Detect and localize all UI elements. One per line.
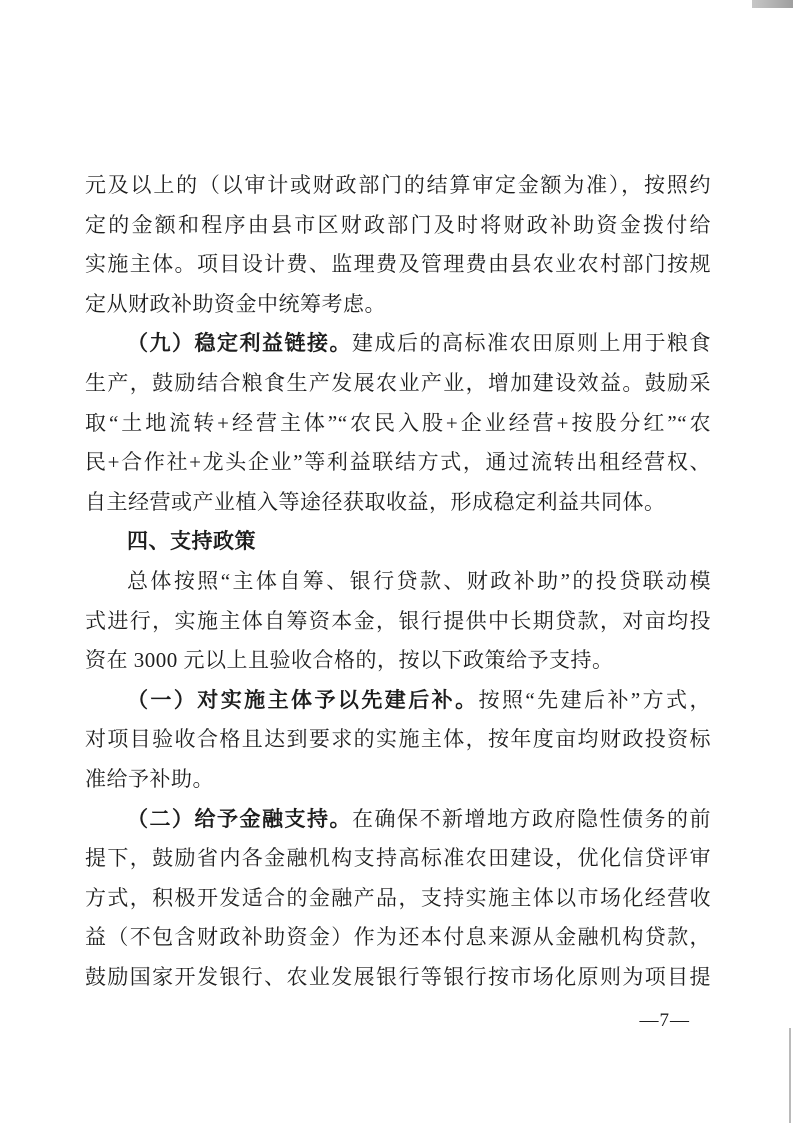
text-segment: 元及以上的（以审计或财政部门的结算审定金额为准），按照约 xyxy=(85,173,711,197)
text-segment: 式进行，实施主体自筹资本金，银行提供中长期贷款，对亩均投 xyxy=(85,608,711,633)
text-segment-bold: 四、支持政策 xyxy=(127,529,256,554)
text-segment: 建成后的高标准农田原则上用于粮食 xyxy=(352,331,711,356)
text-segment: 自主经营或产业植入等途径获取收益，形成稳定利益共同体。 xyxy=(85,489,666,514)
text-segment: 民+合作社+龙头企业”等利益联结方式，通过流转出租经营权、 xyxy=(85,450,711,475)
document-body xyxy=(85,166,711,997)
text-segment-bold: （九）稳定利益链接。 xyxy=(127,331,352,356)
scan-artifact-top-right xyxy=(752,0,793,8)
text-line xyxy=(85,404,711,444)
text-line xyxy=(85,483,711,523)
text-line xyxy=(85,918,711,958)
text-line xyxy=(85,245,711,285)
text-line xyxy=(85,800,711,840)
text-segment-bold: （二）给予金融支持。 xyxy=(127,806,352,831)
footer-page-number: —7— xyxy=(639,1010,690,1031)
text-line xyxy=(85,958,711,998)
text-segment: 提下，鼓励省内各金融机构支持高标准农田建设，优化信贷评审 xyxy=(85,846,711,871)
text-line xyxy=(85,324,711,364)
text-line xyxy=(85,760,711,800)
text-segment: 按照“先建后补”方式， xyxy=(478,687,711,712)
text-line xyxy=(85,522,711,562)
text-segment: 生产，鼓励结合粮食生产发展农业产业，增加建设效益。鼓励采 xyxy=(85,370,711,395)
text-segment: 对项目验收合格且达到要求的实施主体，按年度亩均财政投资标 xyxy=(85,727,711,752)
text-line xyxy=(85,641,711,681)
text-line xyxy=(85,720,711,760)
text-line xyxy=(85,562,711,602)
scan-artifact-right-edge xyxy=(789,1028,791,1123)
text-line xyxy=(85,285,711,325)
text-segment: 取“土地流转+经营主体”“农民入股+企业经营+按股分红”“农 xyxy=(85,410,711,435)
text-segment: 资在 3000 元以上且验收合格的，按以下政策给予支持。 xyxy=(85,648,614,673)
text-segment: 益（不包含财政补助资金）作为还本付息来源从金融机构贷款， xyxy=(85,925,711,950)
text-segment: 实施主体。项目设计费、监理费及管理费由县农业农村部门按规 xyxy=(85,252,711,277)
text-segment: 方式，积极开发适合的金融产品，支持实施主体以市场化经营收 xyxy=(85,885,711,910)
text-segment: 总体按照“主体自筹、银行贷款、财政补助”的投贷联动模 xyxy=(127,568,711,593)
text-segment: 定从财政补助资金中统筹考虑。 xyxy=(85,291,386,316)
text-line xyxy=(85,364,711,404)
text-line xyxy=(85,681,711,721)
text-segment: 在确保不新增地方政府隐性债务的前 xyxy=(352,806,711,831)
text-line xyxy=(85,206,711,246)
text-segment: 定的金额和程序由县市区财政部门及时将财政补助资金拨付给 xyxy=(85,212,711,237)
text-line xyxy=(85,166,711,206)
text-segment: 鼓励国家开发银行、农业发展银行等银行按市场化原则为项目提 xyxy=(85,964,711,989)
text-segment-bold: （一）对实施主体予以先建后补。 xyxy=(127,687,479,712)
text-line xyxy=(85,839,711,879)
text-line xyxy=(85,602,711,642)
text-segment: 准给予补助。 xyxy=(85,766,214,791)
text-line xyxy=(85,879,711,919)
text-line xyxy=(85,443,711,483)
